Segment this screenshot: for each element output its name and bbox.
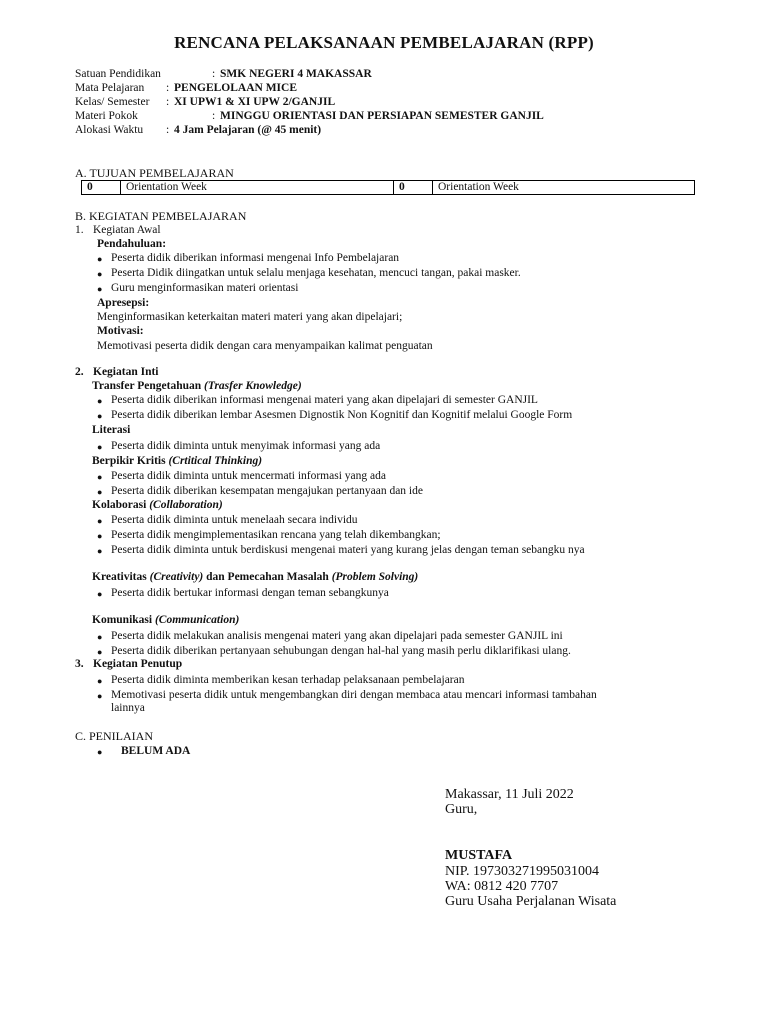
signature-wa: WA: 0812 420 7707 [445, 879, 559, 894]
label-kolaborasi: Kolaborasi (Collaboration) [92, 499, 223, 511]
bullet-icon: ● [97, 411, 103, 421]
list-item: Peserta didik diminta untuk mencermati informasi yang ada [111, 470, 386, 482]
list-item: Peserta Didik diingatkan untuk selalu menjaga kesehatan, mencuci tangan, pakai masker. [111, 267, 521, 279]
bullet-icon: ● [97, 691, 103, 701]
list-item: Peserta didik bertukar informasi dengan teman sebangkunya [111, 587, 389, 599]
bullet-icon: ● [97, 647, 103, 657]
list-number: 1. [75, 224, 84, 236]
table-cell: 0 [82, 181, 121, 195]
bullet-icon: ● [97, 396, 103, 406]
subsection-title-penutup: Kegiatan Penutup [93, 658, 183, 670]
list-item: Peserta didik diberikan lembar Asesmen Dignostik Non Kognitif dan Kognitif melalui Google Form [111, 409, 573, 421]
section-heading-kegiatan: B. KEGIATAN PEMBELAJARAN [75, 209, 247, 223]
table-cell: Orientation Week [433, 181, 695, 195]
identity-sep: : [166, 124, 170, 136]
label-komunikasi: Komunikasi (Communication) [92, 614, 240, 626]
identity-sep: : [212, 68, 216, 80]
subsection-title-awal: Kegiatan Awal [93, 224, 161, 236]
label-kreativitas: Kreativitas (Creativity) dan Pemecahan Masalah (Problem Solving) [92, 571, 419, 583]
table-row [82, 181, 695, 195]
bullet-icon: ● [97, 747, 103, 757]
label-pendahuluan: Pendahuluan: [97, 238, 167, 250]
page-title: RENCANA PELAKSANAAN PEMBELAJARAN (RPP) [174, 33, 594, 52]
subsection-title-inti: Kegiatan Inti [93, 366, 159, 378]
identity-value: MINGGU ORIENTASI DAN PERSIAPAN SEMESTER GANJIL [220, 110, 544, 122]
identity-sep: : [166, 96, 170, 108]
bullet-icon: ● [97, 284, 103, 294]
label-transfer: Transfer Pengetahuan (Trasfer Knowledge) [92, 380, 302, 392]
identity-sep: : [166, 82, 170, 94]
section-heading-penilaian: C. PENILAIAN [75, 729, 153, 743]
bullet-icon: ● [97, 254, 103, 264]
text-motivasi: Memotivasi peserta didik dengan cara menyampaikan kalimat penguatan [97, 340, 433, 352]
signature-position: Guru Usaha Perjalanan Wisata [445, 894, 617, 909]
label-motivasi: Motivasi: [97, 325, 144, 337]
bullet-icon: ● [97, 531, 103, 541]
identity-value: PENGELOLAAN MICE [174, 82, 297, 94]
signature-name: MUSTAFA [445, 848, 513, 863]
bullet-icon: ● [97, 487, 103, 497]
identity-value: XI UPW1 & XI UPW 2/GANJIL [174, 96, 336, 108]
label-apresepsi: Apresepsi: [97, 297, 150, 309]
identity-sep: : [212, 110, 216, 122]
identity-label: Kelas/ Semester [75, 96, 150, 108]
bullet-icon: ● [97, 516, 103, 526]
section-heading-tujuan: A. TUJUAN PEMBELAJARAN [75, 166, 234, 180]
signature-role: Guru, [445, 802, 478, 817]
list-item: BELUM ADA [121, 745, 191, 757]
list-item: Memotivasi peserta didik untuk mengembangkan diri dengan membaca atau mencari informasi tambahan [111, 689, 597, 701]
list-item: Peserta didik diminta untuk berdiskusi mengenai materi yang kurang jelas dengan teman sebangku nya [111, 544, 585, 556]
identity-value: 4 Jam Pelajaran (@ 45 menit) [174, 124, 322, 136]
list-item: Peserta didik mengimplementasikan rencana yang telah dikembangkan; [111, 529, 441, 541]
list-number: 3. [75, 658, 84, 670]
objectives-table [81, 180, 695, 195]
identity-label: Materi Pokok [75, 110, 138, 122]
signature-place-date: Makassar, 11 Juli 2022 [445, 787, 574, 802]
list-item: Peserta didik diminta untuk menyimak informasi yang ada [111, 440, 381, 452]
list-item: Peserta didik melakukan analisis mengenai materi yang akan dipelajari pada semester GANJIL ini [111, 630, 563, 642]
bullet-icon: ● [97, 589, 103, 599]
list-item: Peserta didik diminta untuk menelaah secara individu [111, 514, 358, 526]
label-literasi: Literasi [92, 424, 131, 436]
bullet-icon: ● [97, 442, 103, 452]
text-apresepsi: Menginformasikan keterkaitan materi materi yang akan dipelajari; [97, 311, 403, 323]
bullet-icon: ● [97, 546, 103, 556]
identity-label: Satuan Pendidikan [75, 68, 161, 80]
bullet-icon: ● [97, 269, 103, 279]
table-cell: 0 [394, 181, 433, 195]
identity-value: SMK NEGERI 4 MAKASSAR [220, 68, 372, 80]
bullet-icon: ● [97, 676, 103, 686]
list-item: Peserta didik diberikan informasi mengenai Info Pembelajaran [111, 252, 400, 264]
list-item-continued: lainnya [111, 702, 145, 714]
list-item: Peserta didik diberikan kesempatan mengajukan pertanyaan dan ide [111, 485, 423, 497]
bullet-icon: ● [97, 632, 103, 642]
identity-label: Mata Pelajaran [75, 82, 145, 94]
table-cell: Orientation Week [121, 181, 394, 195]
list-item: Peserta didik diberikan informasi mengenai materi yang akan dipelajari di semester GANJIL [111, 394, 538, 406]
identity-label: Alokasi Waktu [75, 124, 144, 136]
bullet-icon: ● [97, 472, 103, 482]
list-item: Peserta didik diberikan pertanyaan sehubungan dengan hal-hal yang masih perlu diklarifikasi ulang. [111, 645, 571, 657]
label-kritis: Berpikir Kritis (Crtitical Thinking) [92, 455, 263, 467]
list-item: Peserta didik diminta memberikan kesan terhadap pelaksanaan pembelajaran [111, 674, 465, 686]
list-item: Guru menginformasikan materi orientasi [111, 282, 299, 294]
list-number: 2. [75, 366, 84, 378]
signature-nip: NIP. 197303271995031004 [445, 864, 600, 879]
